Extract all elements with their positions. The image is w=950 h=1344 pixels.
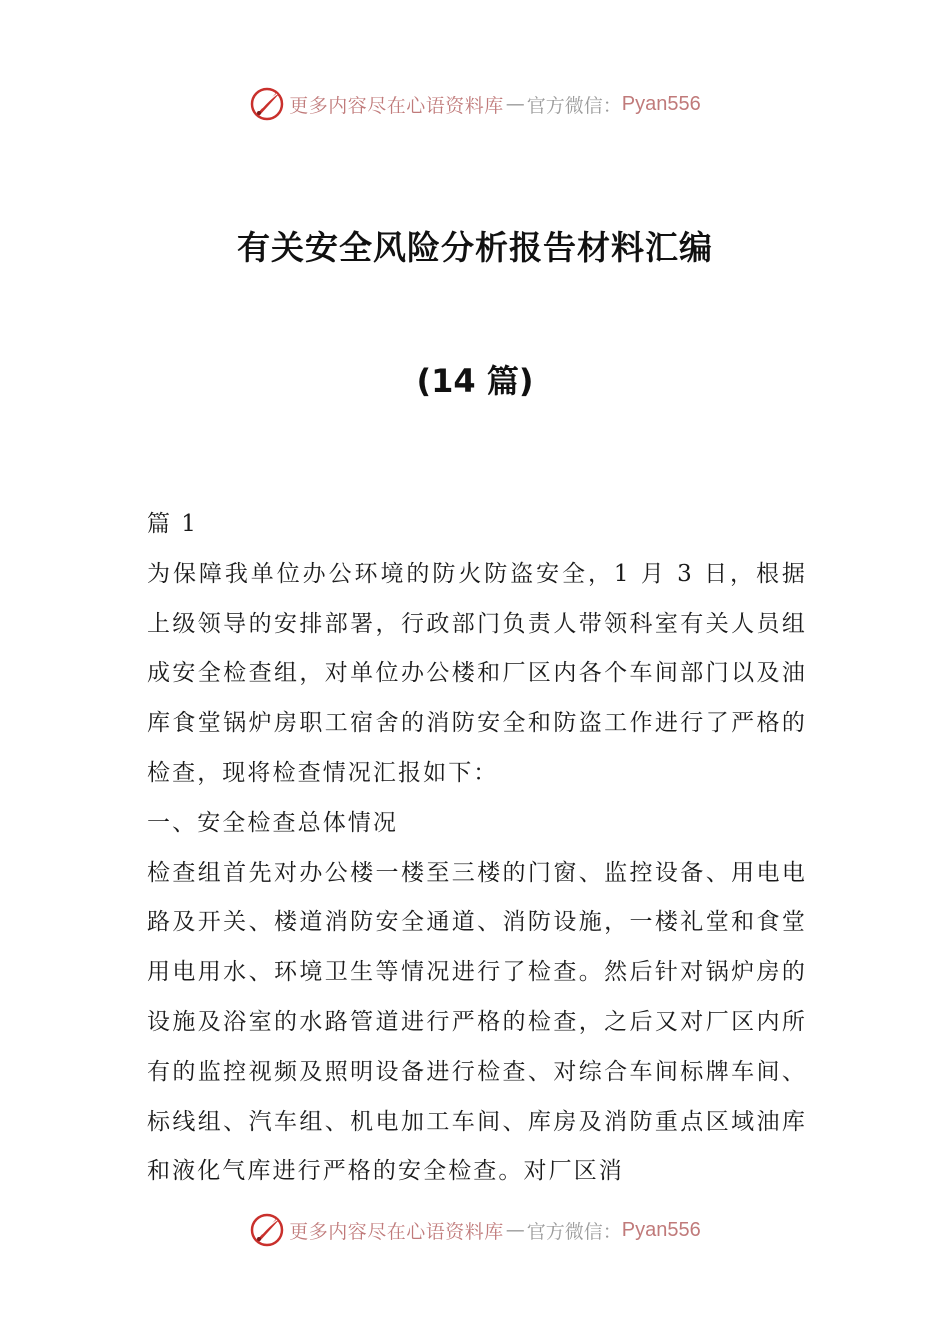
- watermark-wechat-id: Pyan556: [621, 1218, 701, 1241]
- document-body: [147, 500, 807, 1197]
- watermark-banner-top: [0, 82, 950, 126]
- watermark-separator: —: [505, 93, 525, 115]
- watermark-text: 更多内容尽在心语资料库: [289, 94, 504, 117]
- watermark-wechat-id: Pyan556: [621, 92, 701, 115]
- quill-logo-icon: [249, 86, 285, 122]
- document-subtitle: (14 篇): [416, 362, 534, 400]
- section-heading: 一、安全检查总体情况: [147, 809, 398, 836]
- watermark-text: 更多内容尽在心语资料库: [289, 1220, 504, 1243]
- quill-logo-icon: [249, 1212, 285, 1248]
- watermark-separator: —: [505, 1219, 525, 1241]
- paragraph-inspection: 检查组首先对办公楼一楼至三楼的门窗、监控设备、用电电路及开关、楼道消防安全通道、消防设施，一楼礼堂和食堂用电用水、环境卫生等情况进行了检查。然后针对锅炉房的设施及浴室的水路管道进行严格的检查，之后又对厂区内所有的监控视频及照明设备进行检查、对综合车间标牌车间、标线组、汽车组、机电加工车间、库房及消防重点区域油库和液化气库进行严格的安全检查。对厂区消: [147, 859, 807, 1185]
- section-label: 篇 1: [147, 511, 198, 537]
- document-title: 有关安全风险分析报告材料汇编: [237, 228, 713, 267]
- watermark-label: 官方微信：: [526, 1220, 622, 1243]
- watermark-banner-bottom: [0, 1208, 950, 1252]
- watermark-label: 官方微信：: [526, 94, 622, 117]
- paragraph-intro: 为保障我单位办公环境的防火防盗安全，1 月 3 日，根据上级领导的安排部署，行政部门负责人带领科室有关人员组成安全检查组，对单位办公楼和厂区内各个车间部门以及油库食堂锅炉房职工宿舍的消防安全和防盗工作进行了严格的检查，现将检查情况汇报如下：: [147, 560, 807, 786]
